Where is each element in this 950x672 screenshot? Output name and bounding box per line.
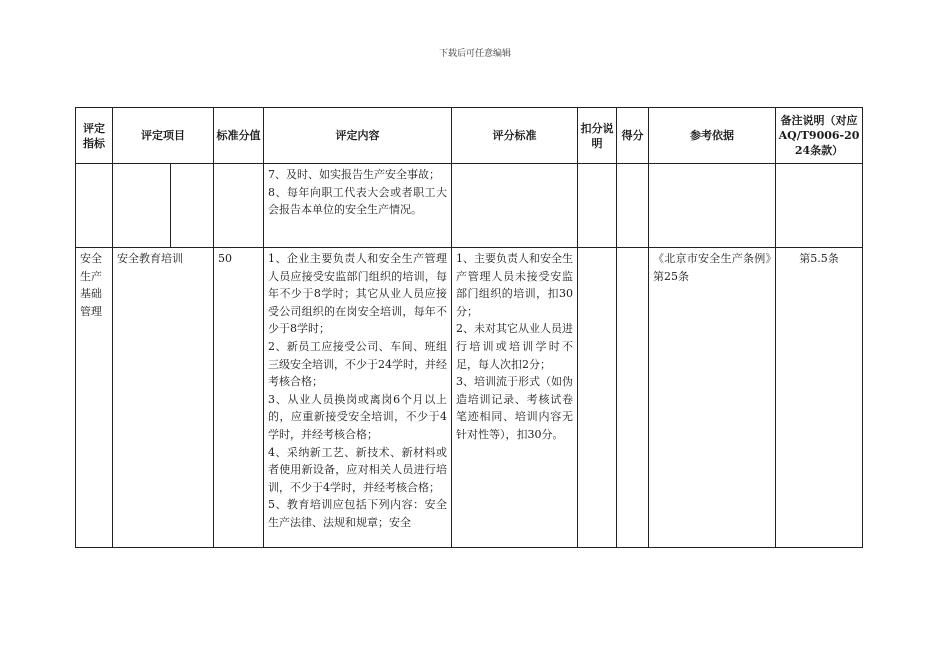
cell-content — [264, 164, 452, 248]
cell-deduction-note — [578, 248, 617, 548]
header-score: 得分 — [617, 108, 649, 164]
header-criteria: 评分标准 — [452, 108, 578, 164]
header-standard-score: 标准分值 — [214, 108, 264, 164]
cell-criteria-empty — [452, 164, 578, 248]
content-line: 2、新员工应接受公司、车间、班组三级安全培训，不少于24学时，并经考核合格； — [268, 339, 447, 389]
header-item: 评定项目 — [113, 108, 214, 164]
criteria-line: 3、培训流于形式（如伪造培训记录、考核试卷笔迹相同、培训内容无针对性等），扣30分。 — [456, 375, 573, 441]
cell-item: 安全教育培训 — [113, 248, 214, 548]
cell-item-empty — [113, 164, 171, 248]
criteria-line: 1、主要负责人和安全生产管理人员未接受安监部门组织的培训，扣30分； — [456, 252, 573, 318]
assessment-table — [75, 107, 863, 548]
cell-score-value — [617, 248, 649, 548]
content-line: 3、从业人员换岗或离岗6个月以上的，应重新接受安全培训，不少于4学时，并经考核合格； — [268, 392, 447, 441]
cell-score-value-empty — [617, 164, 649, 248]
table-row — [76, 164, 863, 248]
header-deduction-note: 扣分说明 — [578, 108, 617, 164]
table-row — [76, 248, 863, 548]
cell-subitem-empty — [171, 164, 214, 248]
content-line: 8、每年向职工代表大会或者职工大会报告本单位的安全生产情况。 — [268, 185, 447, 217]
cell-reference: 《北京市安全生产条例》第25条 — [649, 248, 776, 548]
header-content: 评定内容 — [264, 108, 452, 164]
table-header-row — [76, 108, 863, 164]
cell-score-empty — [214, 164, 264, 248]
cell-criteria — [452, 248, 578, 548]
cell-remarks: 第5.5条 — [776, 248, 863, 548]
content-line: 5、教育培训应包括下列内容：安全生产法律、法规和规章；安全 — [268, 498, 447, 529]
content-line: 4、采纳新工艺、新技术、新材料或者使用新设备，应对相关人员进行培训，不少于4学时，并经考核合格； — [268, 445, 447, 494]
header-indicator: 评定指标 — [76, 108, 113, 164]
page-header-note: 下载后可任意编辑 — [438, 49, 511, 59]
cell-remarks-empty — [776, 164, 863, 248]
header-remarks: 备注说明（对应AQ/T9006-2024条款） — [776, 108, 863, 164]
criteria-line: 2、未对其它从业人员进行培训或培训学时不足，每人次扣2分； — [456, 322, 573, 371]
cell-indicator-empty — [76, 164, 113, 248]
cell-indicator: 安全生产基础管理 — [76, 248, 113, 548]
cell-deduction-empty — [578, 164, 617, 248]
cell-standard-score: 50 — [214, 248, 264, 548]
cell-reference-empty — [649, 164, 776, 248]
cell-content — [264, 248, 452, 548]
content-line: 7、及时、如实报告生产安全事故； — [268, 168, 440, 181]
header-reference: 参考依据 — [649, 108, 776, 164]
content-line: 1、企业主要负责人和安全生产管理人员应接受安监部门组织的培训，每年不少于8学时；其它从业人员应接受公司组织的在岗安全培训，每年不少于8学时； — [268, 252, 447, 336]
